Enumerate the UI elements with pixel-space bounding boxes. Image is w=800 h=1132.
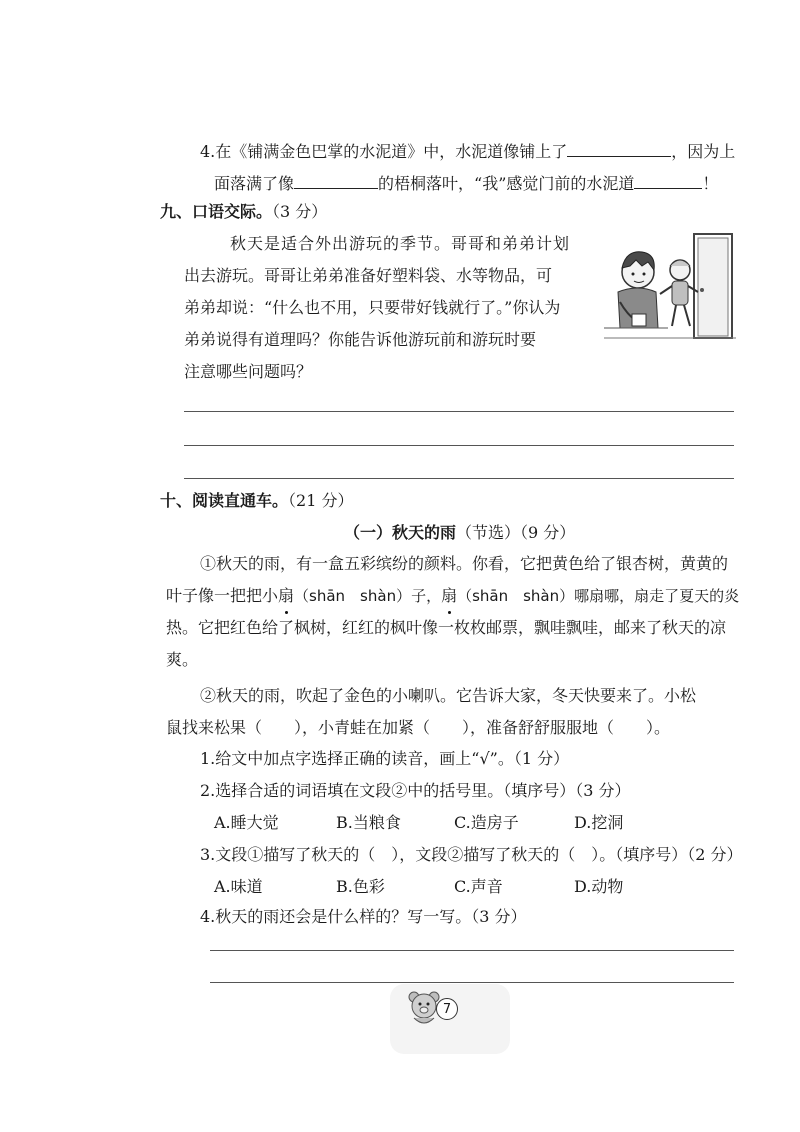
section9-score: （3 分） xyxy=(272,202,328,221)
brothers-illustration xyxy=(598,232,738,344)
question-2: 2.选择合适的词语填在文段②中的括号里。（填序号）（3 分） xyxy=(200,781,631,800)
passage-note: （节选）（9 分） xyxy=(456,523,576,542)
answer-blank[interactable] xyxy=(294,170,378,189)
q3-option-d[interactable]: D.动物 xyxy=(574,877,624,896)
q8-item4-line1 xyxy=(200,138,735,164)
q8-item4-text-e: ！ xyxy=(702,174,719,193)
question-1: 1.给文中加点字选择正确的读音，画上“√”。（1 分） xyxy=(200,749,570,768)
q8-item4-text-d: 的梧桐落叶，“我”感觉门前的水泥道 xyxy=(378,174,635,193)
q3-option-b[interactable]: B.色彩 xyxy=(336,877,385,896)
q8-item4-text-a: 4.在《铺满金色巴掌的水泥道》中，水泥道像铺上了 xyxy=(200,142,568,161)
section9-line-5: 注意哪些问题吗？ xyxy=(184,362,313,381)
answer-line[interactable] xyxy=(184,411,734,412)
q2-option-d[interactable]: D.挖洞 xyxy=(574,813,624,832)
dotted-char: 扇 xyxy=(441,584,457,608)
passage-p1-line4: 爽。 xyxy=(166,650,199,669)
answer-blank[interactable] xyxy=(567,138,671,157)
q3-option-c[interactable]: C.声音 xyxy=(454,877,503,896)
question-3: 3.文段①描写了秋天的（ ），文段②描写了秋天的（ ）。（填序号）（2 分） xyxy=(200,845,743,864)
pinyin-choice-2[interactable]: （shān shàn）哪扇哪，扇走了夏天的炎 xyxy=(457,587,740,605)
answer-line[interactable] xyxy=(210,950,734,951)
passage-heading xyxy=(344,521,575,545)
q3-option-a[interactable]: A.味道 xyxy=(214,877,263,896)
passage-p1-line1: ①秋天的雨，有一盒五彩缤纷的颜料。你看，它把黄色给了银杏树，黄黄的 xyxy=(200,554,729,573)
section10-score: （21 分） xyxy=(288,491,354,510)
section10-title: 十、阅读直通车。 xyxy=(160,491,289,510)
section9-title: 九、口语交际。 xyxy=(160,202,273,221)
dotted-char: 扇 xyxy=(278,584,294,608)
q8-item4-text-b: ，因为上 xyxy=(671,142,736,161)
passage-p2-line2: 鼠找来松果（ ），小青蛙在加紧（ ），准备舒舒服服地（ ）。 xyxy=(166,718,671,737)
answer-line[interactable] xyxy=(184,478,734,479)
passage-title: （一）秋天的雨 xyxy=(344,523,457,542)
section9-heading xyxy=(160,200,327,224)
answer-blank[interactable] xyxy=(634,170,702,189)
section9-line-3: 弟弟却说：“什么也不用，只要带好钱就行了。”你认为 xyxy=(184,298,561,317)
passage-p1-line3: 热。它把红色给了枫树，红红的枫叶像一枚枚邮票，飘哇飘哇，邮来了秋天的凉 xyxy=(166,618,727,637)
q2-option-a[interactable]: A.睡大觉 xyxy=(214,813,279,832)
page-number: 7 xyxy=(436,998,458,1020)
passage-p2-line1: ②秋天的雨，吹起了金色的小喇叭。它告诉大家，冬天快要来了。小松 xyxy=(200,686,697,705)
q2-option-b[interactable]: B.当粮食 xyxy=(336,813,401,832)
pinyin-choice-1[interactable]: （shān shàn）子， xyxy=(294,587,442,605)
question-4: 4.秋天的雨还会是什么样的？写一写。（3 分） xyxy=(200,907,527,926)
p1-text-a: 叶子像一把把小 xyxy=(166,586,279,605)
section9-line-1: 秋天是适合外出游玩的季节。哥哥和弟弟计划 xyxy=(230,234,571,253)
section10-heading xyxy=(160,489,353,513)
q8-item4-line2 xyxy=(214,170,718,196)
section9-line-2: 出去游玩。哥哥让弟弟准备好塑料袋、水等物品，可 xyxy=(184,266,553,285)
passage-p1-line2 xyxy=(166,584,739,608)
q8-item4-text-c: 面落满了像 xyxy=(214,174,295,193)
answer-line[interactable] xyxy=(210,982,734,983)
answer-line[interactable] xyxy=(184,445,734,446)
section9-line-4: 弟弟说得有道理吗？你能告诉他游玩前和游玩时要 xyxy=(184,330,537,349)
q2-option-c[interactable]: C.造房子 xyxy=(454,813,519,832)
